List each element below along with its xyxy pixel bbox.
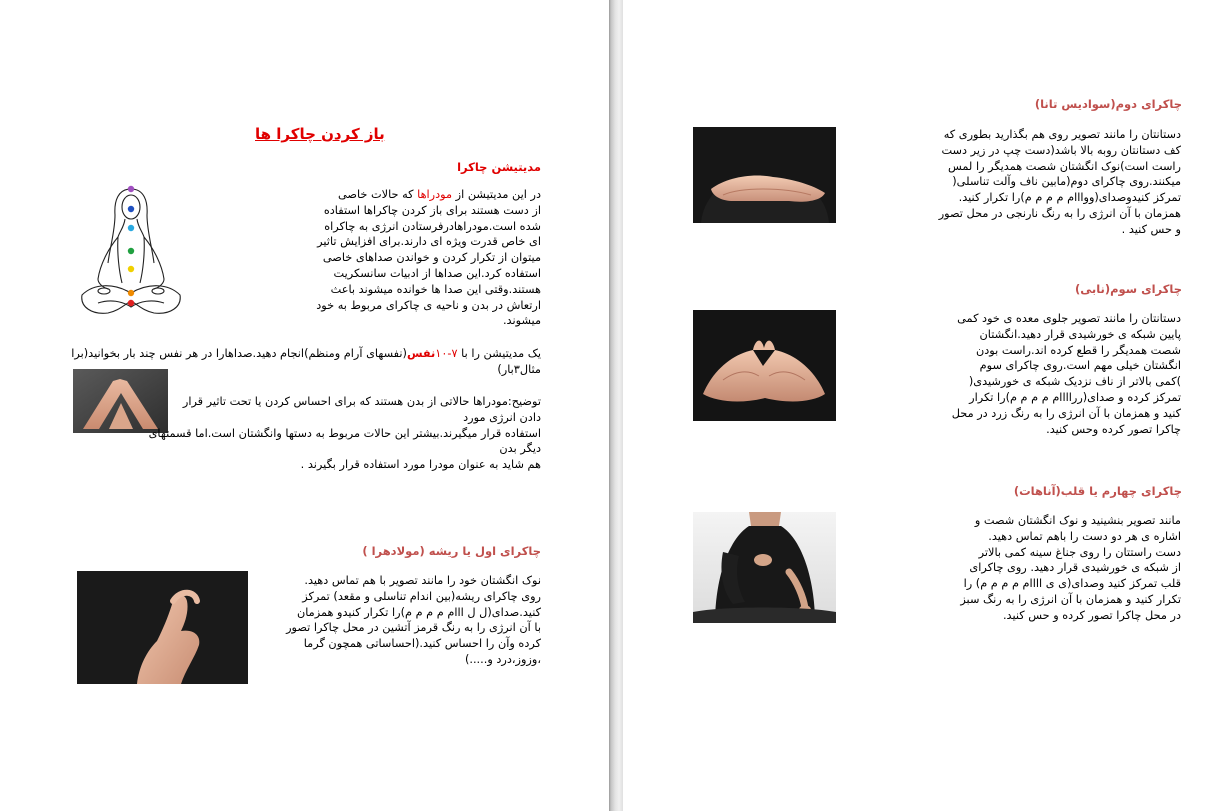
right-page <box>623 0 1217 811</box>
chakra-dot-third-eye <box>128 206 134 212</box>
chakra1-body: نوک انگشتان خود را مانند تصویر با هم تماس دهید. روی چاکرای ریشه(بین اندام تناسلی و مقعد) تمرکز کنید.صدای(ل ل ااام م م م م)را تکرار کنیدو همزمان با آن انرژی را به رنگ قرمز آتشین در محل چاکرا تصور کرده وآن را احساس کنید.(احساساتی همچون گرما ،وزوز،درد و.....) <box>286 574 541 666</box>
chakra3-heading: چاکرای سوم(نابی) <box>1075 282 1182 296</box>
intro-paragraph: در این مدیتیشن از مودراها که حالات خاصی از دست هستند برای باز کردن چاکراها استفاده شده است.مودراهادرفرستادن انرژی به چاکراه ای خاص قدرت ویژه ای دارند.برای افزایش تاثیر میتوان از تکرار کردن و خواندن صداهای خاصی استفاده کرد.این صداها از ادبیات سانسکریت هستند.وقتی این صدا ها خوانده میشوند باعث ارتعاش در بدن و ناحیه ی چاکرای مربوط به خود میشوند. <box>316 188 541 328</box>
chakra2-body: دستانتان را مانند تصویر روی هم بگذارید بطوری که کف دستانتان روبه بالا باشد(دست چپ در زیر دست راست است)نوک انگشتان شصت همدیگر را لمس میکنند.روی چاکرای دوم(مابین ناف وآلت تناسلی( تمرکز کنیدوصدای(ووااام م م م م)را تکرار کنید. همزمان با آن انرژی را به رنگ نارنجی در محل تصور و حس کنید . <box>938 128 1181 236</box>
chakra1-heading: چاکرای اول یا ریشه (مولادهرا ) <box>362 544 541 558</box>
root-chakra-hand-photo <box>77 571 248 684</box>
chakra4-body: مانند تصویر بنشینید و نوک انگشتان شصت و اشاره ی هر دو دست را باهم تماس دهید. دست راستتان را روی جناغ سینه کمی بالاتر از شبکه ی خورشیدی قرار دهید. روی چاکرای قلب تمرکز کنید وصدای(ی ی اااام م م م م) را تکرار کنید و همزمان با آن انرژی را به رنگ سبز در محل چاکرا تصور کرده و حس کنید. <box>960 514 1181 622</box>
mudra-explanation: توضیح:مودراها حالاتی از بدن هستند که برای احساس کردن یا تحت تاثیر قرار دادن انرژی مورد استفاده قرار میگیرند.بیشتر این حالات مربوط به دستها وانگشتان است.اما قسمتهای دیگر بدن هم شاید به عنوان مودرا مورد استفاده قرار بگیرند . <box>148 395 541 472</box>
chakra4-heading: چاکرای چهارم یا قلب(آناهات) <box>1013 484 1182 498</box>
chakra-dot-sacral <box>128 290 134 296</box>
chakra3-body: دستانتان را مانند تصویر جلوی معده ی خود کمی پایین شبکه ی خورشیدی قرار دهید.انگشتان شصت همدیگر را قطع کرده اند.راست بودن انگشتان خیلی مهم است.روی چاکرای سوم )کمی بالاتر از ناف نزدیک شبکه ی خورشیدی( تمرکز کرده و صدای(رراااام م م م م)را تکرار کنید و همزمان با آن انرژی را به رنگ زرد در محل چاکرا تصور کرده وحس کنید. <box>951 312 1181 436</box>
chakra-dot-solar-plexus <box>128 266 134 272</box>
mudras-highlight: مودراها <box>417 188 453 201</box>
solar-plexus-hands-photo <box>693 310 836 421</box>
sacral-chakra-hands-photo <box>693 127 836 223</box>
page-gutter <box>609 0 623 811</box>
breath-instruction: یک مدیتیشن را با ۷-۱۰نفس(نفسهای آرام ومنظم)انجام دهید.صداهارا در هر نفس چند بار بخوانید(برا مثال۳بار) <box>71 347 541 376</box>
page-title: باز کردن چاکرا ها <box>255 125 385 143</box>
chakra-dot-root <box>128 300 134 306</box>
chakra-dot-throat <box>128 225 134 231</box>
chakra-dot-heart <box>128 248 134 254</box>
chakra2-heading: چاکرای دوم(سوادیس تانا) <box>1034 97 1182 111</box>
meditation-subtitle: مدیتیشن چاکرا <box>457 160 541 174</box>
chakra-dot-crown <box>128 186 134 192</box>
meditation-figure-illustration <box>74 183 188 323</box>
breath-word: نفس <box>406 347 436 360</box>
heart-chakra-seated-photo <box>693 512 836 623</box>
